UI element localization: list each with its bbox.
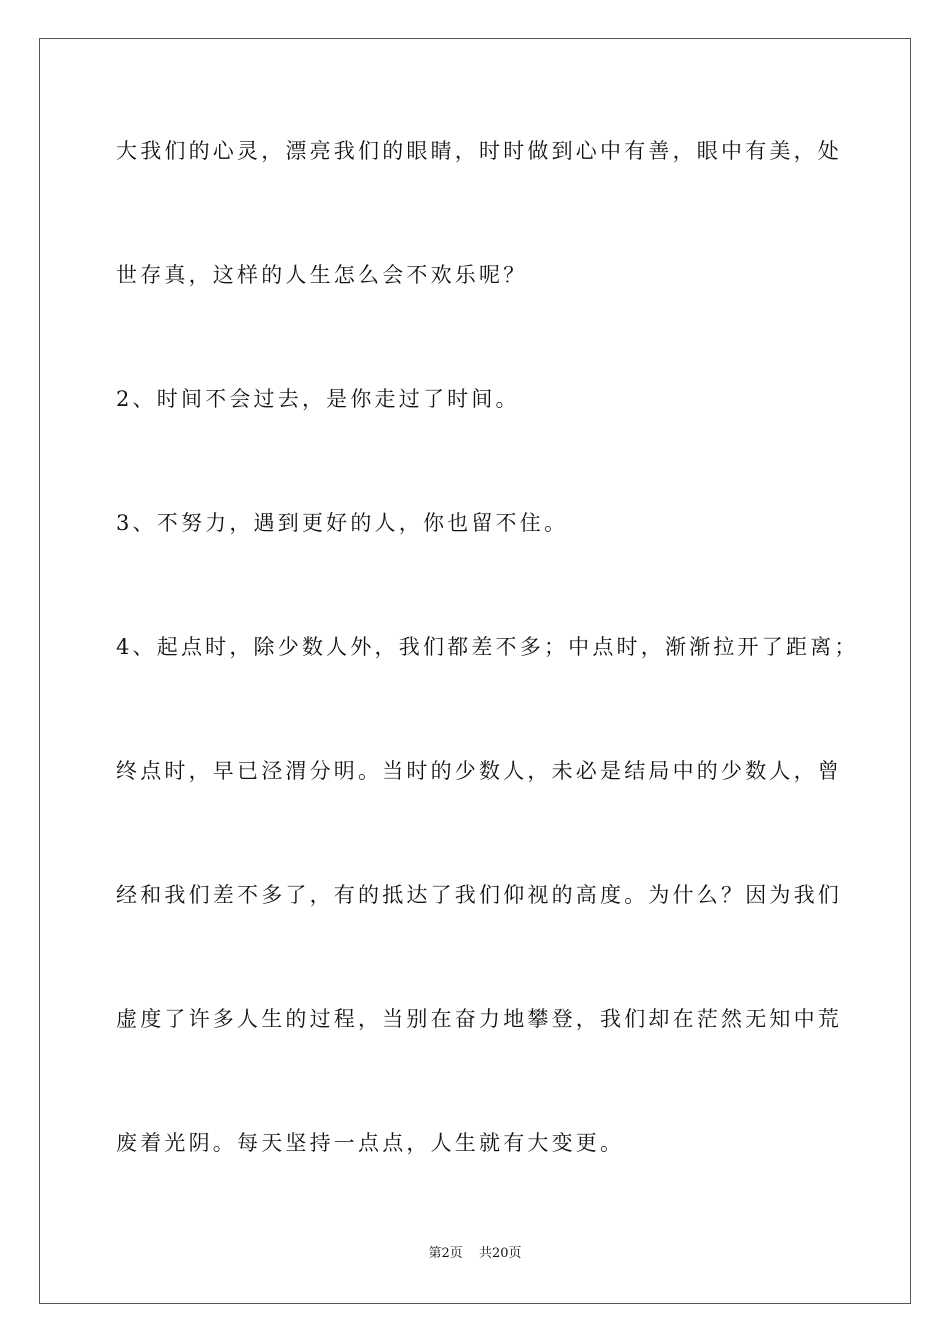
page-footer (0, 1244, 950, 1264)
text-line-8: 虚度了许多人生的过程，当别在奋力地攀登，我们却在茫然无知中荒 (116, 1007, 842, 1031)
text-line-7: 经和我们差不多了，有的抵达了我们仰视的高度。为什么？因为我们 (116, 883, 842, 907)
text-line-3: 2、时间不会过去，是你走过了时间。 (116, 387, 520, 411)
page-number: 第2页 (428, 1246, 463, 1261)
text-line-5: 4、起点时，除少数人外，我们都差不多；中点时，渐渐拉开了距离； (116, 635, 859, 659)
text-line-9: 废着光阴。每天坚持一点点，人生就有大变更。 (116, 1131, 625, 1155)
text-line-2: 世存真，这样的人生怎么会不欢乐呢？ (116, 263, 528, 287)
page-total: 共20页 (478, 1246, 522, 1261)
page-frame (39, 38, 911, 1304)
text-line-4: 3、不努力，遇到更好的人，你也留不住。 (116, 511, 569, 535)
text-line-1: 大我们的心灵，漂亮我们的眼睛，时时做到心中有善，眼中有美，处 (116, 139, 842, 163)
text-line-6: 终点时，早已泾渭分明。当时的少数人，未必是结局中的少数人，曾 (116, 759, 842, 783)
